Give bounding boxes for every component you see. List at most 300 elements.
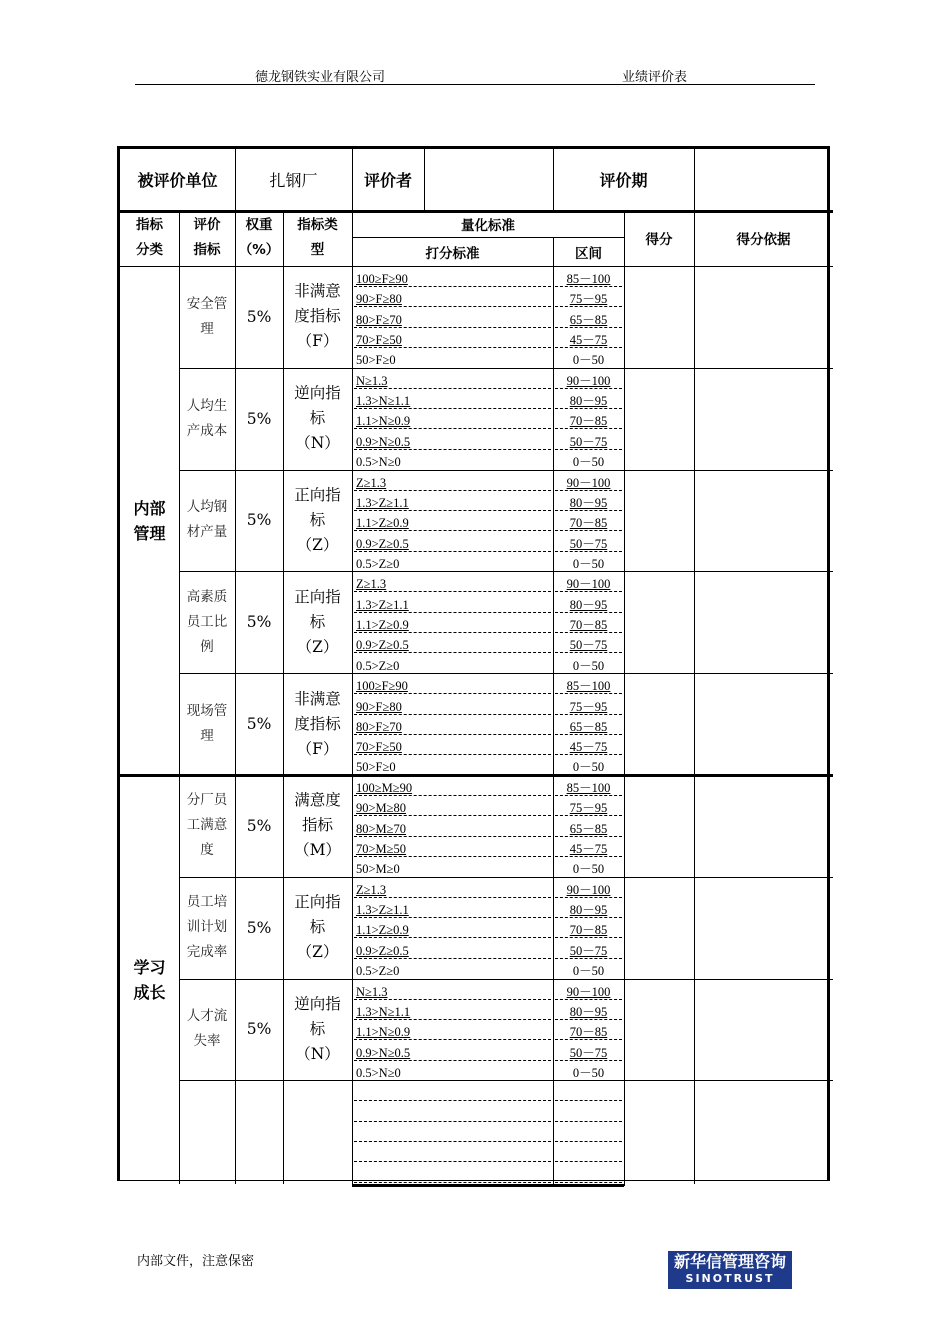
range-text: 80－95 [569, 597, 608, 612]
col-score: 得分 [645, 232, 673, 248]
dashed-fill [354, 327, 551, 328]
range-text: 90－100 [566, 577, 611, 592]
dashed-fill [354, 754, 551, 755]
weight-cell: 5% [246, 816, 272, 835]
basis-cell[interactable] [694, 571, 833, 673]
type-line: 标 [309, 918, 326, 937]
range-value [553, 900, 624, 920]
type-cell [283, 266, 352, 368]
indicator-name-line: 理 [200, 320, 214, 337]
dashed-fill [354, 1060, 551, 1061]
range-text: 80－95 [569, 394, 608, 409]
range-value [553, 697, 624, 717]
grid-line [694, 210, 695, 1184]
sinotrust-logo [668, 1251, 792, 1289]
grid-line [424, 149, 425, 210]
unit-label: 被评价单位 [137, 171, 218, 190]
range-value [553, 1124, 624, 1144]
indicator-name-line: 人均钢 [186, 499, 228, 516]
scoring-standard-text: N≥1.3 [356, 373, 388, 388]
range-value [553, 717, 624, 737]
type-line: 度指标 [294, 307, 341, 326]
weight-cell: 5% [246, 511, 272, 530]
range-value [553, 269, 624, 289]
range-text: 70－85 [569, 414, 608, 429]
scoring-standard-text: 0.9>Z≥0.5 [356, 943, 409, 958]
col-range: 区间 [575, 245, 602, 262]
weight-cell: 5% [246, 613, 272, 632]
grid-line [352, 1184, 624, 1187]
score-cell[interactable] [624, 775, 694, 877]
grid-line [553, 149, 554, 210]
range-text: 0－50 [572, 455, 605, 469]
weight-cell: 5% [246, 307, 272, 326]
dashed-fill [354, 815, 551, 816]
indicator-cell [179, 775, 235, 877]
scoring-standard-text: 1.3>N≥1.1 [356, 394, 411, 409]
dashed-fill [354, 897, 551, 898]
grid-line [179, 210, 180, 1184]
indicator-name-line: 完成率 [186, 944, 228, 961]
col-type-line: 指标类 [297, 217, 338, 233]
type-cell [283, 775, 352, 877]
grid-line [352, 149, 353, 210]
grid-line [179, 470, 833, 471]
type-line: 标 [309, 1019, 326, 1038]
scoring-standard-text: 1.3>Z≥1.1 [356, 903, 409, 918]
type-line: （N） [295, 434, 340, 453]
range-text: 45－75 [569, 332, 608, 347]
scoring-standard-text: 1.3>N≥1.1 [356, 1004, 411, 1019]
range-text: 50－75 [569, 536, 608, 551]
dashed-fill [354, 1039, 551, 1040]
evaluator-value[interactable] [424, 149, 553, 210]
indicator-name-line: 高素质 [186, 588, 228, 605]
range-value [553, 391, 624, 411]
basis-cell[interactable] [694, 470, 833, 572]
scoring-standard-text: 0.5>Z≥0 [356, 964, 400, 978]
range-value [553, 310, 624, 330]
indicator-name-line: 材产量 [186, 524, 228, 541]
range-text: 65－85 [569, 312, 608, 327]
scoring-standard-text: 100≥M≥90 [356, 781, 413, 795]
indicator-name-line: 人均生 [186, 397, 228, 414]
range-value [553, 493, 624, 513]
scoring-standard-text: 100≥F≥90 [356, 679, 408, 694]
scoring-standard-text: 80>M≥70 [356, 821, 407, 836]
range-value [553, 1144, 624, 1164]
scoring-standard-text: 1.3>Z≥1.1 [356, 597, 409, 612]
type-line: 非满意 [294, 282, 341, 301]
range-text: 85－100 [566, 781, 611, 795]
range-text: 45－75 [569, 740, 608, 755]
scoring-standard-text: 1.1>Z≥0.9 [356, 618, 409, 632]
indicator-name-line: 分厂员 [186, 792, 228, 809]
grid-line [553, 237, 554, 1184]
indicator-cell [179, 877, 235, 979]
scoring-standard-text: Z≥1.3 [356, 882, 387, 897]
indicator-cell [179, 266, 235, 368]
score-cell[interactable] [624, 979, 694, 1081]
col-category [120, 210, 179, 266]
basis-cell[interactable] [694, 368, 833, 470]
grid-line [352, 237, 624, 238]
dashed-fill [354, 836, 551, 837]
range-value [553, 1083, 624, 1103]
scoring-standard-text: 90>F≥80 [356, 699, 402, 714]
dashed-fill [354, 652, 551, 653]
range-text: 70－85 [569, 1025, 608, 1040]
period-label: 评价期 [599, 171, 648, 190]
basis-cell[interactable] [694, 1080, 833, 1184]
range-value [553, 737, 624, 757]
range-value [553, 778, 624, 798]
range-text: 0－50 [572, 556, 605, 571]
dashed-fill [354, 408, 551, 409]
range-text: 80－95 [569, 903, 608, 918]
type-line: 逆向指 [294, 384, 341, 403]
col-indicator-line: 指标 [193, 242, 221, 258]
indicator-name-line: 人才流 [186, 1008, 228, 1025]
range-text: 75－95 [569, 699, 608, 714]
dashed-fill [354, 856, 551, 857]
range-value [553, 798, 624, 818]
range-value [553, 839, 624, 859]
range-text: 0－50 [572, 353, 605, 368]
range-text: 50－75 [569, 434, 608, 449]
range-text: 65－85 [569, 821, 608, 836]
range-value [553, 513, 624, 533]
col-category-line: 指标 [136, 217, 163, 233]
range-text: 50－75 [569, 1045, 608, 1060]
dashed-fill [354, 510, 551, 511]
weight-cell: 5% [246, 918, 272, 937]
grid-line [352, 210, 353, 1184]
type-line: 标 [309, 612, 326, 631]
dashed-fill [354, 1161, 551, 1162]
grid-line [235, 149, 236, 210]
category-name-line: 学习 [133, 957, 166, 977]
type-line: 度指标 [294, 714, 341, 733]
scoring-standard-text: 1.1>N≥0.9 [356, 414, 411, 429]
company-name: 德龙钢铁实业有限公司 [255, 70, 386, 85]
grid-line [694, 149, 695, 210]
range-value [553, 1165, 624, 1185]
indicator-cell [179, 571, 235, 673]
type-line: 标 [309, 510, 326, 529]
scoring-standard-text: 0.9>Z≥0.5 [356, 536, 409, 551]
scoring-standard-text: 70>F≥50 [356, 740, 402, 755]
score-cell[interactable] [624, 877, 694, 979]
range-text: 75－95 [569, 292, 608, 307]
score-cell[interactable] [624, 673, 694, 775]
indicator-name-line: 例 [200, 638, 214, 655]
category-name-line: 成长 [133, 982, 166, 1002]
range-value [553, 432, 624, 452]
type-cell [283, 470, 352, 572]
range-text: 0－50 [572, 658, 605, 673]
range-text: 90－100 [566, 984, 611, 999]
category-cell [120, 266, 179, 775]
dashed-fill [354, 917, 551, 918]
scoring-standard-text: Z≥1.3 [356, 475, 387, 490]
indicator-name-line: 失率 [193, 1033, 221, 1050]
type-cell [283, 877, 352, 979]
col-scoring: 打分标准 [425, 245, 480, 262]
range-text: 50－75 [569, 638, 608, 653]
range-text: 85－100 [566, 679, 611, 694]
type-line: 标 [309, 409, 326, 428]
basis-cell[interactable] [694, 266, 833, 368]
dashed-fill [354, 734, 551, 735]
score-cell[interactable] [624, 266, 694, 368]
type-cell [283, 673, 352, 775]
score-cell[interactable] [624, 368, 694, 470]
range-text: 0－50 [572, 964, 605, 978]
weight-cell: 5% [246, 1020, 272, 1039]
category-name-line: 内部 [133, 498, 166, 518]
unit-value: 扎钢厂 [269, 171, 318, 190]
indicator-name-line: 工满意 [186, 817, 228, 834]
scoring-standard-text: 0.5>Z≥0 [356, 658, 400, 673]
evaluator-label: 评价者 [363, 171, 412, 190]
indicator-cell [179, 979, 235, 1081]
range-text: 85－100 [566, 272, 611, 286]
type-line: （N） [295, 1044, 340, 1063]
weight-cell: 5% [246, 409, 272, 428]
dashed-fill [354, 1100, 551, 1101]
range-value [553, 819, 624, 839]
indicator-cell [179, 1080, 235, 1184]
scoring-standard-text: 50>F≥0 [356, 760, 396, 775]
dashed-fill [354, 1019, 551, 1020]
scoring-standard-text: 50>M≥0 [356, 862, 400, 877]
range-text: 50－75 [569, 943, 608, 958]
grid-line [179, 368, 833, 369]
score-cell[interactable] [624, 571, 694, 673]
range-text: 0－50 [572, 1065, 605, 1080]
range-value [553, 920, 624, 940]
scoring-standard-text: 90>M≥80 [356, 801, 407, 816]
category-cell [120, 775, 179, 1184]
type-line: （Z） [296, 943, 339, 962]
grid-line [179, 571, 833, 572]
indicator-name-line: 员工培 [186, 894, 228, 911]
range-text: 70－85 [569, 618, 608, 632]
scoring-standard-text: 0.5>Z≥0 [356, 556, 400, 571]
grid-line [120, 210, 833, 213]
dashed-fill [354, 449, 551, 450]
col-basis: 得分依据 [736, 232, 791, 248]
range-value [553, 635, 624, 655]
weight-cell [235, 1080, 283, 1184]
type-line: 逆向指 [294, 994, 341, 1013]
type-cell [283, 979, 352, 1081]
score-cell[interactable] [624, 470, 694, 572]
grid-line [120, 774, 833, 777]
scoring-standard-text: 70>M≥50 [356, 841, 407, 856]
scoring-standard-text: 1.1>N≥0.9 [356, 1025, 411, 1040]
range-value [553, 289, 624, 309]
range-text: 65－85 [569, 719, 608, 734]
dashed-fill [354, 612, 551, 613]
range-text: 80－95 [569, 1004, 608, 1019]
grid-line [179, 979, 833, 980]
range-value [553, 880, 624, 900]
range-value [553, 1043, 624, 1063]
range-text: 90－100 [566, 373, 611, 388]
scoring-standard-text: 0.9>N≥0.5 [356, 1045, 411, 1060]
dashed-fill [354, 958, 551, 959]
type-line: （Z） [296, 637, 339, 656]
dashed-fill [354, 591, 551, 592]
indicator-name-line: 安全管 [186, 295, 228, 312]
range-text: 0－50 [572, 760, 605, 775]
dashed-fill [354, 530, 551, 531]
scoring-standard-text: 0.9>N≥0.5 [356, 434, 411, 449]
grid-line [179, 877, 833, 878]
dashed-fill [354, 632, 551, 633]
type-line: （F） [296, 332, 339, 351]
col-indicator-line: 评价 [193, 217, 221, 233]
type-cell [283, 571, 352, 673]
basis-cell[interactable] [694, 775, 833, 877]
evaluation-table [117, 146, 830, 1181]
range-value [553, 574, 624, 594]
dashed-fill [354, 1141, 551, 1142]
range-text: 90－100 [566, 475, 611, 490]
range-value [553, 1022, 624, 1042]
dashed-fill [354, 286, 551, 287]
dashed-fill [354, 388, 551, 389]
indicator-name-line: 理 [200, 728, 214, 745]
range-value [553, 595, 624, 615]
col-type [283, 210, 352, 266]
indicator-name-line: 训计划 [186, 919, 228, 936]
scoring-standard-text: 80>F≥70 [356, 312, 402, 327]
scoring-standard-text: 0.9>Z≥0.5 [356, 638, 409, 653]
indicator-name-line: 现场管 [186, 703, 228, 720]
grid-line [624, 237, 625, 1186]
dashed-fill [354, 1121, 551, 1122]
range-value [553, 534, 624, 554]
type-line: 正向指 [294, 485, 341, 504]
document-title: 业绩评价表 [622, 70, 688, 85]
indicator-cell [179, 470, 235, 572]
type-line: 正向指 [294, 587, 341, 606]
range-text: 75－95 [569, 801, 608, 816]
range-value [553, 615, 624, 635]
score-cell[interactable] [624, 1080, 694, 1184]
type-line: （F） [296, 739, 339, 758]
scoring-standard-text: 1.1>Z≥0.9 [356, 516, 409, 531]
dashed-fill [354, 795, 551, 796]
range-value [553, 330, 624, 350]
scoring-standard-text: Z≥1.3 [356, 577, 387, 592]
type-cell [283, 368, 352, 470]
weight-cell: 5% [246, 715, 272, 734]
col-weight-line: 权重 [245, 217, 273, 233]
grid-line [283, 210, 284, 1184]
range-value [553, 1104, 624, 1124]
grid-line [235, 210, 236, 1184]
category-name-line: 管理 [133, 523, 166, 543]
scoring-standard-text: 1.3>Z≥1.1 [356, 495, 409, 510]
scoring-standard-text: 100≥F≥90 [356, 272, 408, 286]
range-text: 90－100 [566, 882, 611, 897]
indicator-name-line: 产成本 [186, 422, 228, 439]
indicator-name-line: 员工比 [186, 613, 228, 630]
dashed-fill [354, 1182, 551, 1183]
indicator-cell [179, 368, 235, 470]
logo-en: SINOTRUST [685, 1272, 775, 1285]
scoring-standard-text: N≥1.3 [356, 984, 388, 999]
type-line: 满意度 [294, 791, 341, 810]
range-text: 80－95 [569, 495, 608, 510]
logo-cn: 新华信管理咨询 [673, 1252, 786, 1271]
dashed-fill [354, 714, 551, 715]
type-line: （Z） [296, 535, 339, 554]
grid-line [179, 673, 833, 674]
type-cell [283, 1080, 352, 1184]
scoring-standard-text: 90>F≥80 [356, 292, 402, 307]
scoring-standard-text: 1.1>Z≥0.9 [356, 923, 409, 938]
dashed-fill [354, 490, 551, 491]
col-indicator [179, 210, 235, 266]
dashed-fill [354, 693, 551, 694]
range-text: 70－85 [569, 923, 608, 938]
scoring-standard-text: 80>F≥70 [356, 719, 402, 734]
confidential-note: 内部文件，注意保密 [137, 1254, 255, 1269]
grid-line [120, 266, 833, 267]
type-line: （M） [294, 841, 341, 860]
col-type-line: 型 [310, 242, 325, 258]
range-text: 70－85 [569, 516, 608, 531]
type-line: 非满意 [294, 689, 341, 708]
col-category-line: 分类 [136, 242, 163, 258]
grid-line [179, 1080, 833, 1081]
range-value [553, 371, 624, 391]
col-weight [235, 210, 283, 266]
dashed-fill [354, 999, 551, 1000]
range-text: 0－50 [572, 862, 605, 877]
type-line: 正向指 [294, 893, 341, 912]
dashed-fill [354, 347, 551, 348]
dashed-fill [354, 428, 551, 429]
range-text: 45－75 [569, 841, 608, 856]
basis-cell[interactable] [694, 673, 833, 775]
dashed-fill [354, 551, 551, 552]
indicator-name-line: 度 [200, 842, 214, 859]
indicator-cell [179, 673, 235, 775]
scoring-standard-text: 0.5>N≥0 [356, 455, 401, 469]
scoring-standard-text: 0.5>N≥0 [356, 1065, 401, 1080]
scoring-standard-text: 70>F≥50 [356, 332, 402, 347]
type-line: 指标 [301, 816, 333, 835]
basis-cell[interactable] [694, 877, 833, 979]
dashed-fill [354, 306, 551, 307]
period-value[interactable] [694, 149, 833, 210]
range-value [553, 676, 624, 696]
col-quant: 量化标准 [461, 217, 515, 234]
range-value [553, 473, 624, 493]
dashed-fill [354, 937, 551, 938]
header-rule [135, 84, 815, 85]
basis-cell[interactable] [694, 979, 833, 1081]
scoring-standard-text: 50>F≥0 [356, 353, 396, 368]
range-value [553, 1002, 624, 1022]
col-weight-line: （%） [238, 242, 280, 258]
